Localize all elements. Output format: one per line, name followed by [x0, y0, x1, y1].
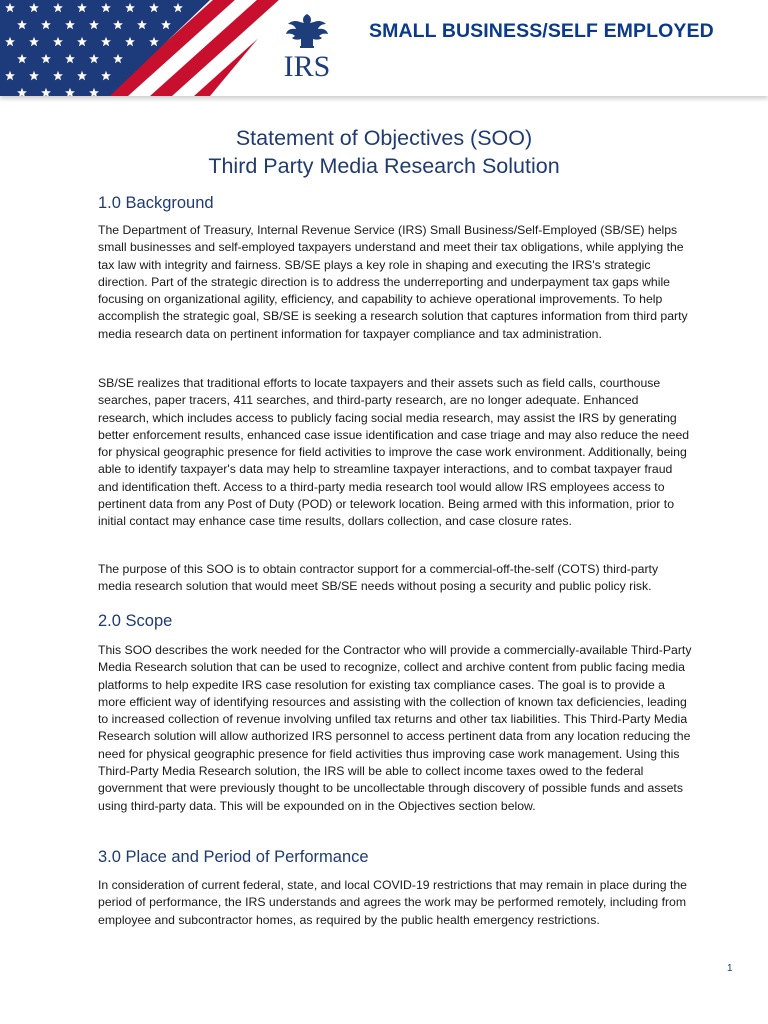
american-flag-graphic [0, 0, 290, 96]
document-title: Statement of Objectives (SOO) [235, 126, 533, 150]
irs-logo-text: IRS [283, 50, 331, 83]
paragraph: The purpose of this SOO is to obtain contractor support for a commercial-off-the-self (COTS) third-party media research solution that would meet SB/SE needs without posing a security and public policy risk. [98, 562, 659, 594]
section-heading-scope: 2.0 Scope [98, 612, 173, 630]
document-subtitle: Third Party Media Research Solution [208, 154, 560, 178]
paragraph: The Department of Treasury, Internal Revenue Service (IRS) Small Business/Self-Employed (SB/SE) helps small businesses and self-employed taxpayers understand and meet their tax obligations, while applying the tax law with integrity and fairness. SB/SE plays a key role in shaping and executing the IRS's strategic direction. Part of the strategic direction is to address the underreporting and underpayment tax gaps while focusing on organizational agility, efficiency, and capability to achieve operational improvements. To help accomplish the strategic goal, SB/SE is seeking a research solution that captures information from third party media research data on pertinent information for taxpayer compliance and tax administration. [98, 223, 688, 341]
section-heading-background: 1.0 Background [98, 194, 214, 212]
paragraph: This SOO describes the work needed for the Contractor who will provide a commercially-available Third-Party Media Research solution that can be used to recognize, collect and archive content from public facing media platforms to help expedite IRS case resolution for existing tax compliance cases. The goal is to provide a more efficient way of identifying resources and assisting with the collection of known tax deficiencies, leading to increased collection of revenue involving unfiled tax returns and other tax liabilities. This Third-Party Media Research solution will allow authorized IRS personnel to access pertinent data from any location reducing the need for physical geographic presence for field activities thus improving case work management. Using this Third-Party Media Research solution, the IRS will be able to collect income taxes owed to the federal government that were previously thought to be uncollectable through discovery of possible funds and assets using third-party data. This will be expounded on in the Objectives section below. [98, 643, 692, 813]
paragraph: SB/SE realizes that traditional efforts to locate taxpayers and their assets such as field calls, courthouse searches, paper tracers, 411 searches, and third-party research, are no longer adequate. Enhanced research, which includes access to publicly facing social media research, may assist the IRS by generating better enforcement results, enhanced case issue identification and case triage and may also reduce the need for physical geographic presence for field activities to improve the case work environment. Additionally, being able to identify taxpayer's data may help to streamline taxpayer interactions, and to combat taxpayer fraud and identification theft. Access to a third-party media research tool would allow IRS employees access to pertinent data from any Post of Duty (POD) or telework location. Being armed with this information, prior to initial contact may enhance case time results, dollars collection, and case closure rates. [98, 376, 690, 529]
page-header [0, 0, 768, 96]
paragraph: In consideration of current federal, state, and local COVID-19 restrictions that may remain in place during the period of performance, the IRS understands and agrees the work may be performed remotely, including from employee and subcontractor homes, as required by the public health emergency restrictions. [98, 878, 687, 927]
division-title: SMALL BUSINESS/SELF EMPLOYED [369, 20, 714, 42]
page-number: 1 [727, 963, 733, 974]
section-heading-place-period: 3.0 Place and Period of Performance [98, 848, 369, 866]
